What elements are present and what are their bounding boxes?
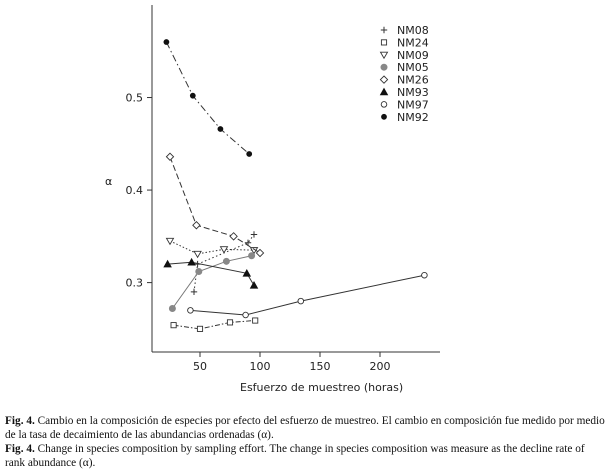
data-point-nm93 [251,282,258,288]
legend-item-nm93 [381,86,429,99]
data-point-nm05 [223,258,229,264]
data-point-nm92 [218,127,223,132]
data-point-nm92 [164,40,169,45]
y-axis-title: α [105,175,113,188]
plot-area [164,40,427,332]
data-point-nm08 [251,231,257,237]
series-line-nm26 [170,157,260,253]
y-tick-label: 0.4 [125,184,143,198]
data-point-nm24 [253,318,258,323]
series-line-nm09 [170,241,254,254]
legend-item-nm09 [381,49,429,62]
data-point-nm08 [191,289,197,295]
data-point-nm05 [169,306,175,312]
series-nm92 [164,40,252,157]
x-axis-title: Esfuerzo de muestreo (horas) [240,381,404,394]
legend-marker-nm09 [381,52,388,58]
legend [380,24,428,124]
series-line-nm92 [166,42,249,154]
y-axis [105,5,152,352]
legend-marker-nm24 [381,40,386,45]
series-line-nm24 [174,321,256,329]
legend-label-nm05: NM05 [397,61,429,75]
legend-marker-nm92 [382,114,387,119]
x-tick-label: 100 [249,360,271,373]
data-point-nm26 [166,153,173,160]
series-nm05 [169,253,254,312]
data-point-nm97 [422,272,428,278]
data-point-nm09 [167,238,174,244]
legend-marker-nm93 [381,89,388,95]
caption-english [5,442,605,470]
legend-item-nm26 [380,74,428,87]
legend-label-nm24: NM24 [397,36,429,50]
data-point-nm26 [256,249,263,256]
series-nm24 [171,318,258,332]
data-point-nm05 [249,253,255,259]
x-tick-label: 50 [193,360,207,373]
caption-spanish [5,414,605,442]
legend-label-nm26: NM26 [397,73,429,87]
legend-label-nm08: NM08 [397,24,429,37]
series-nm93 [164,259,257,288]
y-tick-label: 0.5 [125,91,143,105]
caption-spanish-label: Fig. 4. [5,415,35,427]
legend-label-nm93: NM93 [397,86,429,99]
legend-item-nm24 [381,36,428,49]
data-point-nm97 [243,312,249,318]
data-point-nm97 [188,308,194,314]
legend-item-nm97 [381,98,429,111]
data-point-nm97 [298,298,304,304]
legend-label-nm97: NM97 [397,98,429,112]
legend-item-nm08 [381,24,429,37]
data-point-nm09 [194,251,201,257]
series-line-nm97 [190,275,424,315]
caption-english-text: Change in species composition by sampling effort. The change in species composition was measure as the decline rate of rank abundance (α). [5,443,585,469]
legend-marker-nm05 [381,64,387,70]
data-point-nm92 [247,152,252,157]
legend-marker-nm97 [381,102,387,108]
legend-marker-nm26 [380,76,387,83]
data-point-nm05 [196,268,202,274]
data-point-nm24 [197,326,202,331]
data-point-nm26 [230,233,237,240]
series-nm97 [188,272,428,317]
data-point-nm24 [171,323,176,328]
series-line-nm93 [168,262,254,285]
data-point-nm24 [227,320,232,325]
legend-label-nm09: NM09 [397,48,429,62]
legend-item-nm92 [382,111,429,124]
series-line-nm05 [172,256,251,309]
y-tick-label: 0.3 [125,276,143,290]
legend-label-nm92: NM92 [397,110,429,124]
x-tick-label: 150 [309,360,331,373]
series-nm09 [167,238,258,257]
data-point-nm92 [190,93,195,98]
x-tick-label: 200 [369,360,391,373]
x-axis [152,352,440,394]
data-point-nm26 [193,222,200,229]
legend-marker-nm08 [381,27,387,33]
caption-english-label: Fig. 4. [5,443,35,455]
caption-spanish-text: Cambio en la composición de especies por efecto del esfuerzo de muestreo. El cambio en composición fue medido por medio de la tasa de decaimiento de las abundancias ordenadas (α). [5,415,605,441]
legend-item-nm05 [381,61,429,74]
